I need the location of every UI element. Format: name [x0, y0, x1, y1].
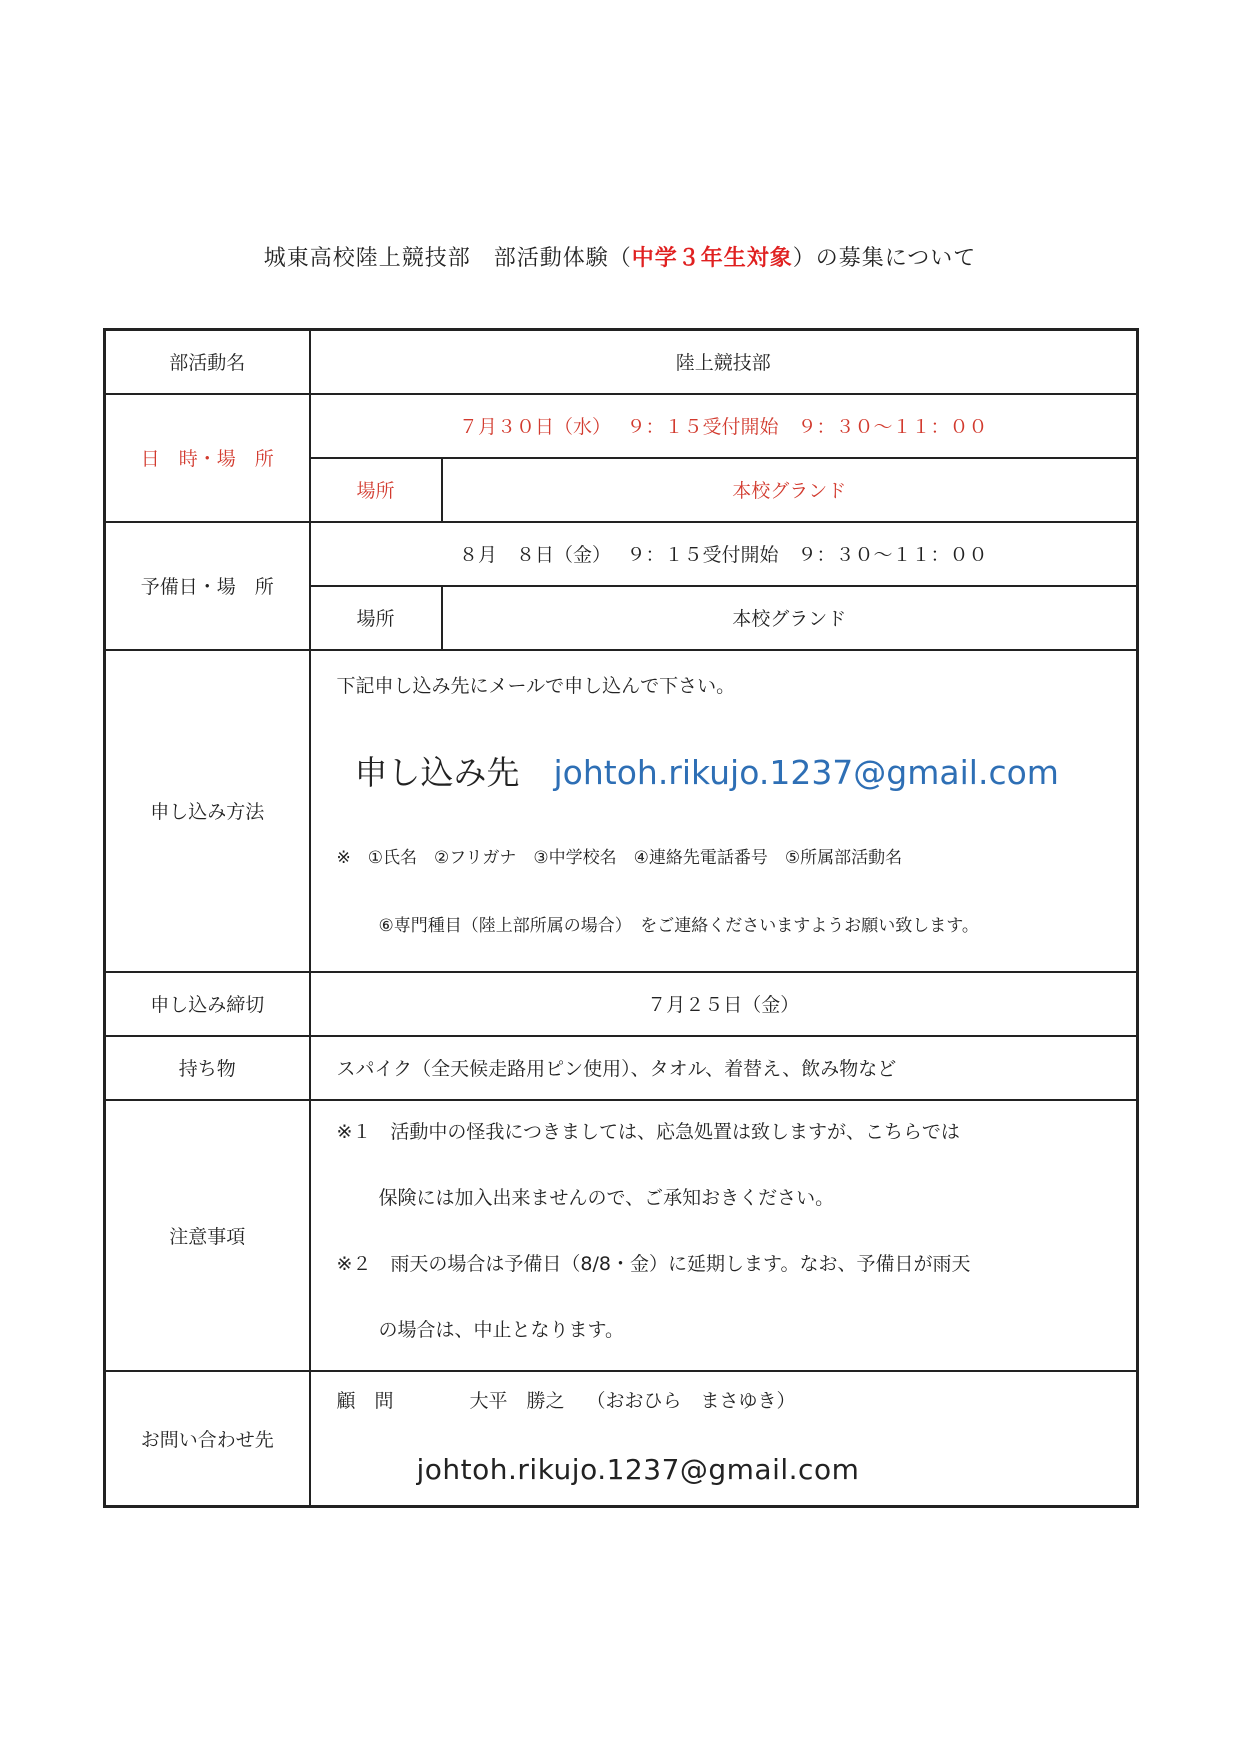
row-club [105, 330, 1138, 394]
method-dest-label: 申し込み先 [354, 752, 520, 792]
reserve-label: 予備日・場 所 [105, 522, 310, 650]
reserve-place-label: 場所 [310, 586, 442, 650]
contact-reading: （おおひら まさゆき） [586, 1389, 796, 1412]
method-email-link[interactable]: johtoh.rikujo.1237@gmail.com [553, 752, 1059, 792]
contact-person [337, 1384, 1137, 1418]
method-instruction: 下記申し込み先にメールで申し込んで下さい。 [336, 674, 736, 697]
page-title [0, 241, 1240, 272]
method-content [310, 650, 1138, 972]
contact-role: 顧 問 [336, 1389, 394, 1412]
note-1: ※１ 活動中の怪我につきましては、応急処置は致しますが、こちらでは [336, 1120, 960, 1143]
reserve-datetime: ８月 ８日（金） ９：１５受付開始 ９：３０～１１：００ [310, 522, 1138, 586]
club-value: 陸上競技部 [310, 330, 1138, 394]
club-label: 部活動名 [105, 330, 310, 394]
method-destination [337, 743, 1137, 803]
row-schedule [105, 394, 1138, 458]
info-table [103, 328, 1139, 1508]
reserve-place-value: 本校グランド [442, 586, 1138, 650]
note-1-cont: 保険には加入出来ませんので、ご承知おきください。 [378, 1186, 835, 1209]
row-reserve [105, 522, 1138, 586]
row-notes [105, 1100, 1138, 1371]
items-label: 持ち物 [105, 1036, 310, 1100]
schedule-datetime: ７月３０日（水） ９：１５受付開始 ９：３０～１１：００ [310, 394, 1138, 458]
contact-label: お問い合わせ先 [105, 1371, 310, 1507]
note-2: ※２ 雨天の場合は予備日（8/8・金）に延期します。なお、予備日が雨天 [336, 1252, 971, 1275]
row-method [105, 650, 1138, 972]
deadline-label: 申し込み締切 [105, 972, 310, 1036]
row-contact [105, 1371, 1138, 1507]
schedule-place-value: 本校グランド [442, 458, 1138, 522]
row-deadline [105, 972, 1138, 1036]
notes-content [310, 1100, 1138, 1371]
contact-name: 大平 勝之 [469, 1389, 565, 1412]
items-value: スパイク（全天候走路用ピン使用）、タオル、着替え、飲み物など [310, 1036, 1138, 1100]
deadline-value: ７月２５日（金） [310, 972, 1138, 1036]
row-items [105, 1036, 1138, 1100]
contact-content [310, 1371, 1138, 1507]
title-prefix: 城東高校陸上競技部 部活動体験（ [263, 246, 632, 271]
notes-label: 注意事項 [105, 1100, 310, 1371]
method-note-2: ⑥専門種目（陸上部所属の場合） をご連絡くださいますようお願い致します。 [378, 915, 979, 936]
contact-email-link[interactable]: johtoh.rikujo.1237@gmail.com [416, 1452, 860, 1486]
note-2-cont: の場合は、中止となります。 [378, 1318, 624, 1341]
schedule-label: 日 時・場 所 [105, 394, 310, 522]
title-highlight: 中学３年生対象 [631, 246, 793, 271]
method-label: 申し込み方法 [105, 650, 310, 972]
title-suffix: ）の募集について [792, 246, 977, 271]
method-note-1: ※ ①氏名 ②フリガナ ③中学校名 ④連絡先電話番号 ⑤所属部活動名 [336, 847, 903, 868]
schedule-place-label: 場所 [310, 458, 442, 522]
